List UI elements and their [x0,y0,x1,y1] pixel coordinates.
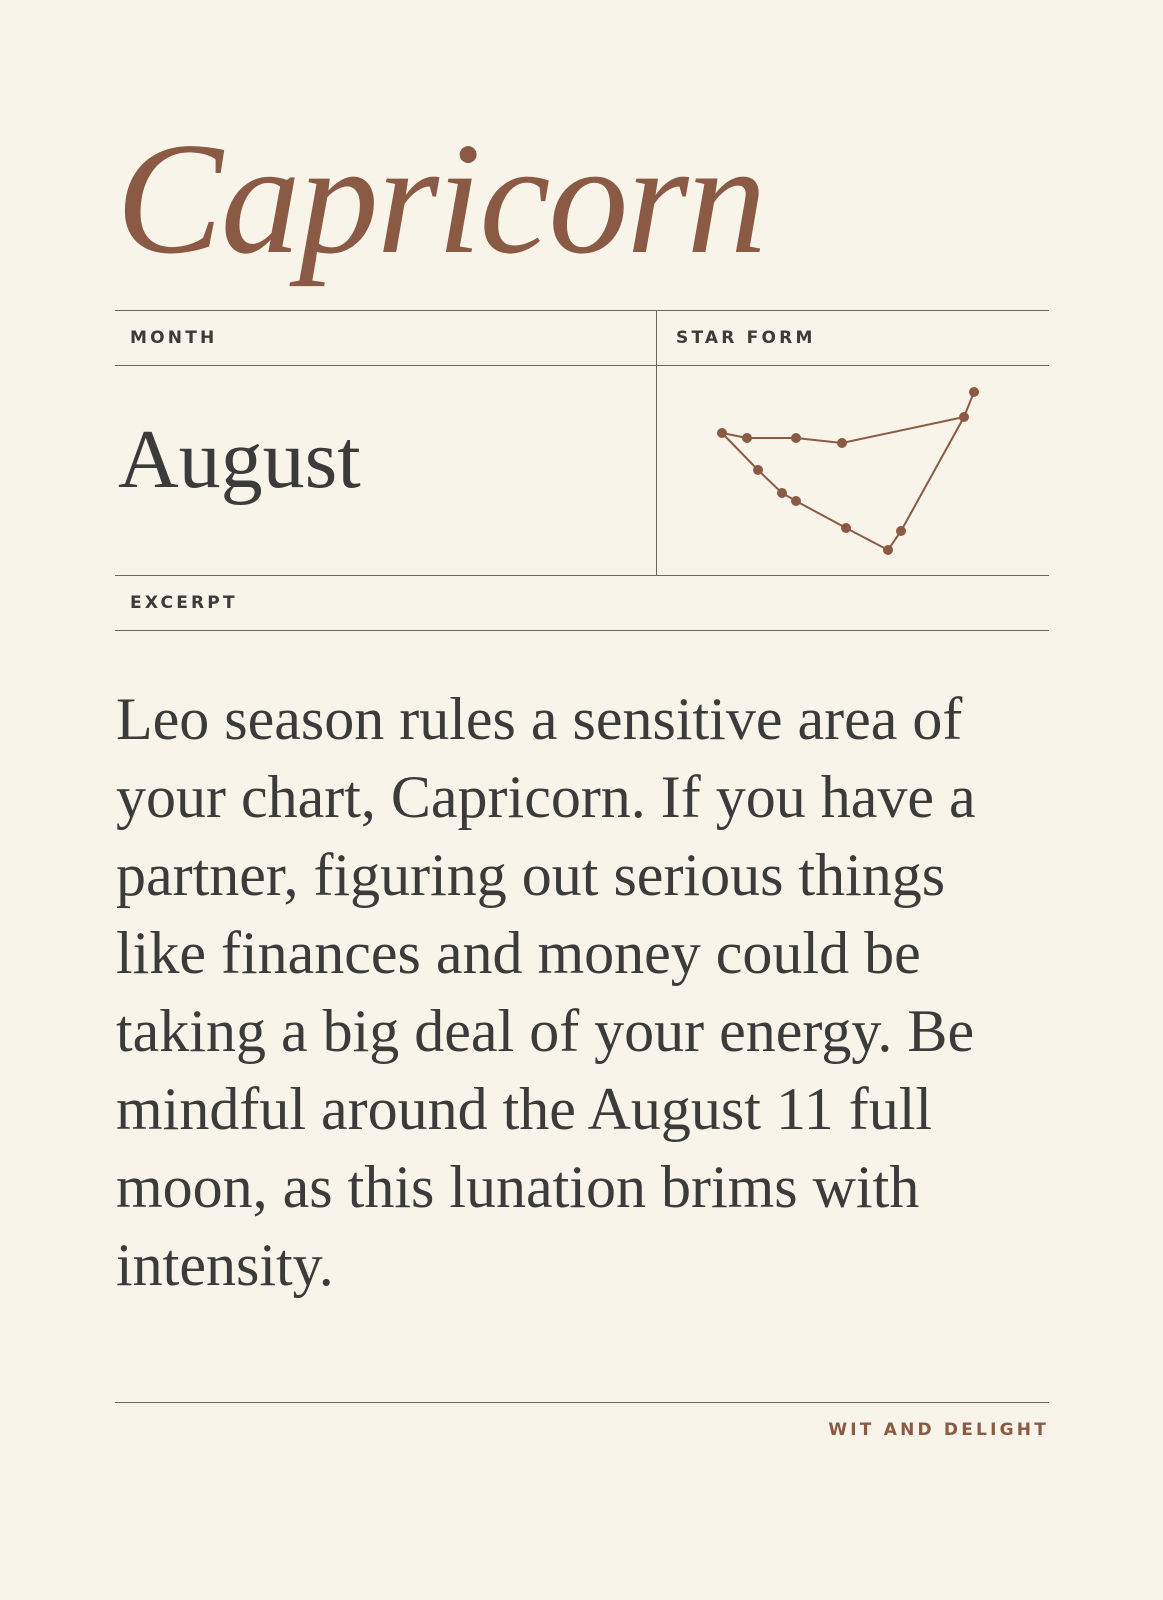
star [791,433,801,443]
star [791,496,801,506]
month-value: August [118,413,361,506]
capricorn-constellation-icon [700,375,1000,565]
excerpt-label: EXCERPT [130,593,238,613]
star [753,465,763,475]
constellation-stars [717,387,979,555]
divider-top [115,310,1049,311]
divider-header [115,365,1049,366]
divider-middle [115,575,1049,576]
star [896,526,906,536]
star [969,387,979,397]
excerpt-text: Leo season rules a sensitive area of your chart, Capricorn. If you have a partner, figuring out serious things like finances and money could be taking a big deal of your energy. Be mindful around the August 11 full moon, as this lunation brims with intensity. [116,686,976,1298]
star [959,412,969,422]
divider-vertical [656,310,657,575]
star [742,433,752,443]
brand-credit: WIT AND DELIGHT [828,1420,1049,1440]
month-label: MONTH [130,328,218,348]
divider-bottom [115,1402,1049,1403]
star-form-label: STAR FORM [676,328,816,348]
star [883,545,893,555]
star [841,523,851,533]
star [717,428,727,438]
star [837,438,847,448]
star [777,488,787,498]
sign-title: Capricorn [116,109,765,287]
divider-excerpt [115,630,1049,631]
constellation-upper-line [722,392,974,443]
